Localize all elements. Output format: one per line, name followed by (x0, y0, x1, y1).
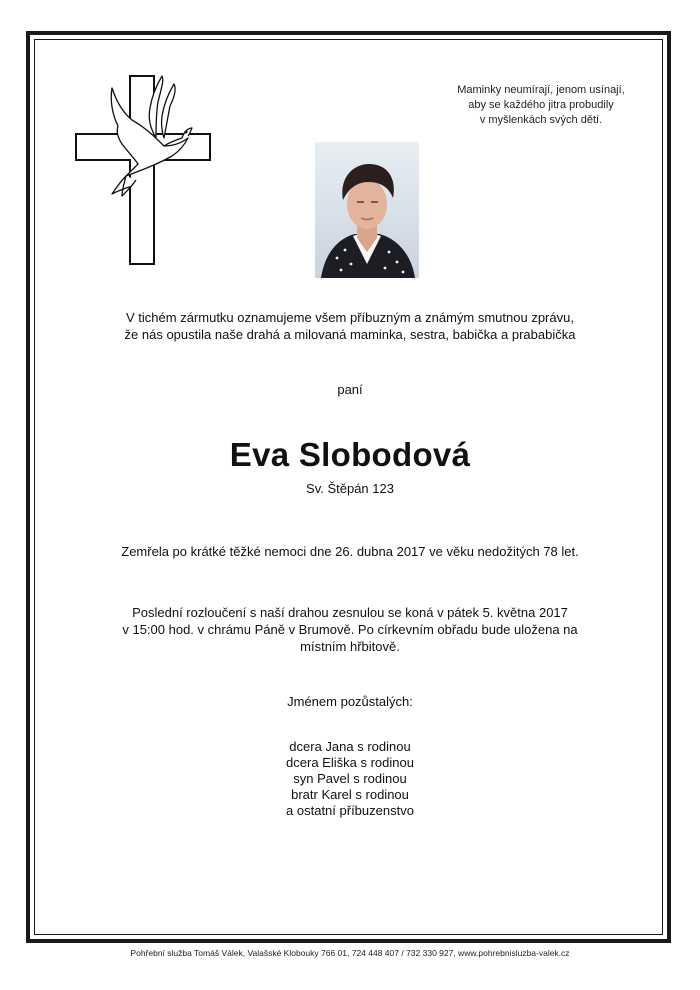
funeral-line: Poslední rozloučení s naší drahou zesnulou se koná v pátek 5. května 2017 (132, 605, 568, 620)
intro-line: že nás opustila naše drahá a milovaná maminka, sestra, babička a prababička (124, 327, 576, 342)
announcement-intro (40, 309, 660, 343)
deceased-name: Eva Slobodová (229, 436, 471, 473)
motto-line: aby se každého jitra probudily (468, 99, 614, 111)
intro-line: V tichém zármutku oznamujeme všem příbuzným a známým smutnou zprávu, (126, 310, 574, 325)
funeral-line: v 15:00 hod. v chrámu Páně v Brumově. Po církevním obřadu bude uložena na (122, 622, 578, 637)
motto-line: v myšlenkách svých dětí. (479, 114, 603, 126)
on-behalf-label: Jménem pozůstalých: (287, 694, 413, 709)
relative-item: a ostatní příbuzenstvo (286, 803, 414, 818)
funeral-details (40, 604, 660, 655)
deceased-address: Sv. Štěpán 123 (306, 481, 394, 496)
funeral-line: místním hřbitově. (300, 639, 400, 654)
salutation: paní (337, 382, 363, 397)
death-notice: Zemřela po krátké těžké nemoci dne 26. dubna 2017 ve věku nedožitých 78 let. (121, 544, 579, 559)
motto-verse (436, 83, 646, 128)
relatives-list (40, 739, 660, 819)
relative-item: dcera Jana s rodinou (289, 739, 411, 754)
cross-with-dove-icon (72, 72, 214, 268)
relative-item: dcera Eliška s rodinou (286, 755, 414, 770)
relative-item: bratr Karel s rodinou (291, 787, 409, 802)
funeral-service-footer: Pohřební služba Tomáš Válek, Valašské Klobouky 766 01, 724 448 407 / 732 330 927, www.pohrebnisluzba-valek.cz (130, 948, 570, 958)
portrait-photo (315, 142, 419, 278)
motto-line: Maminky neumírají, jenom usínají, (457, 84, 625, 96)
relative-item: syn Pavel s rodinou (293, 771, 407, 786)
